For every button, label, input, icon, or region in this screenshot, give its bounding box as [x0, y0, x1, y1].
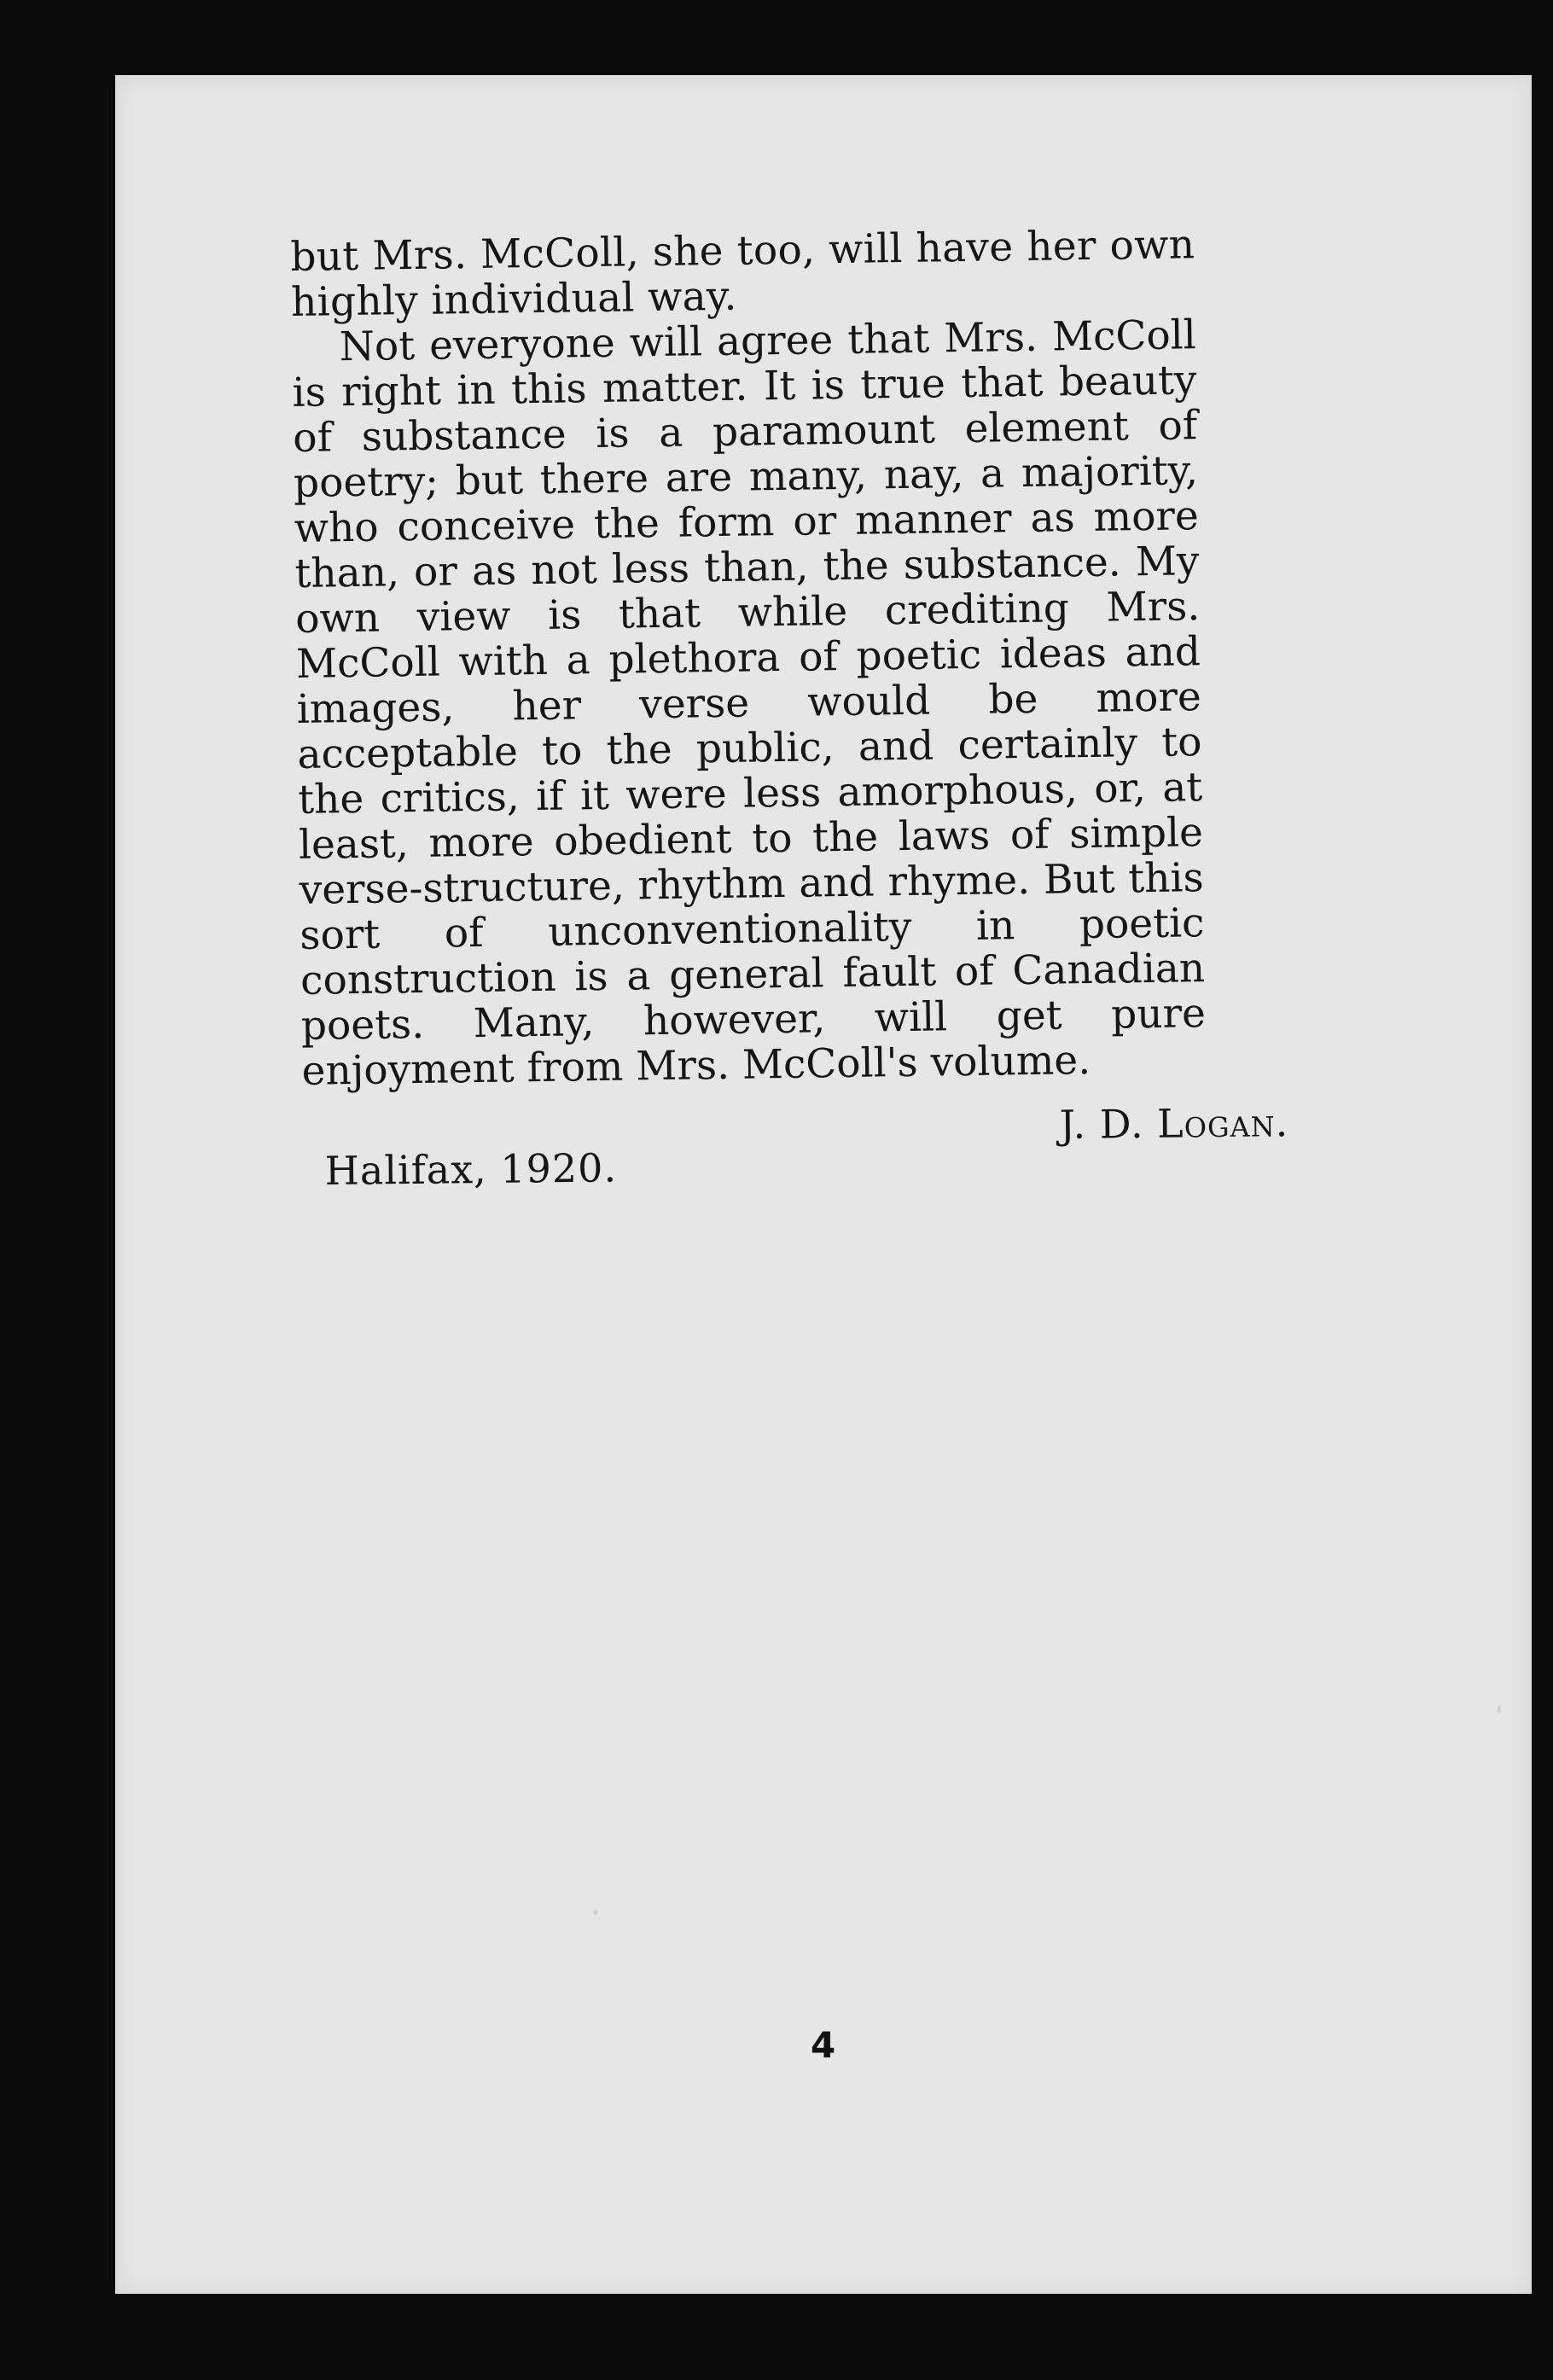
- paragraph-main: Not everyone will agree that Mrs. McColl is right in this matter. It is true that beauty of substance is a paramount element of poetry; but there are many, nay, a majority, who conceive the form or manner as more than, or as not less than, the substance. My own view is that while crediting Mrs. McColl with a plethora of poetic ideas and images, her verse would be more acceptable to the public, and certainly to the critics, if it were less amorphous, or, at least, more obedient to the laws of simple verse-structure, rhythm and rhyme. But this sort of unconventionality in poetic construction is a general fault of Canadian poets. Many, however, will get pure enjoyment from Mrs. McColl's volume.: [292, 311, 1207, 1095]
- author-signature: J. D. Logan.: [1059, 1099, 1289, 1148]
- body-text: [290, 222, 1207, 1094]
- place-date: Halifax, 1920.: [324, 1144, 618, 1194]
- closing-row: [324, 1099, 1289, 1212]
- page-number: 4: [811, 2024, 836, 2066]
- paper-speck: [593, 1910, 598, 1915]
- paragraph-continuation: but Mrs. McColl, she too, will have her own highly individual way.: [289, 221, 1195, 326]
- paper-speck: [1498, 1705, 1501, 1714]
